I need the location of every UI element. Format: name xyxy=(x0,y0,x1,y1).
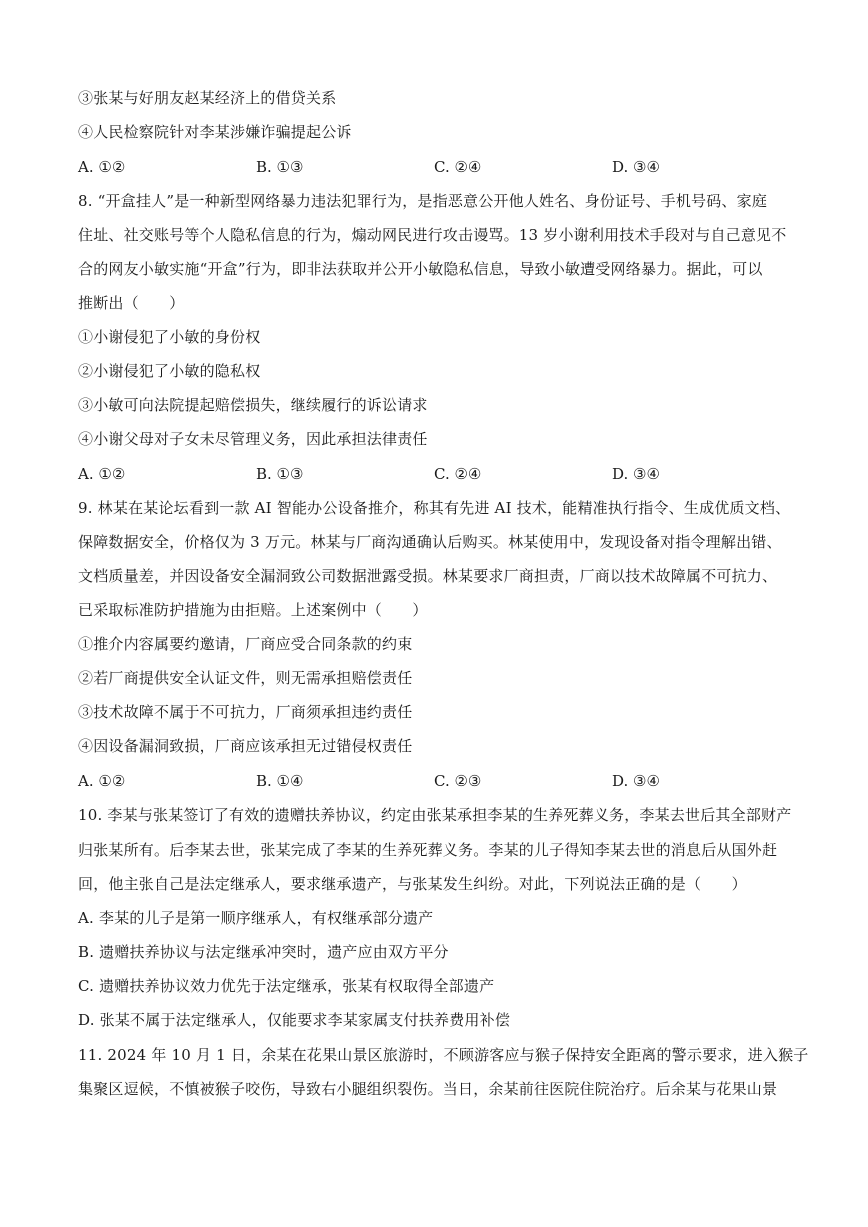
q9-option-d[interactable]: D. ③④ xyxy=(612,772,660,790)
q9-item-1: ①推介内容属要约邀请，厂商应受合同条款的约束 xyxy=(78,635,413,653)
q7-option-b[interactable]: B. ①③ xyxy=(256,158,304,176)
q7-option-d[interactable]: D. ③④ xyxy=(612,158,660,176)
q10-choice-a[interactable]: A. 李某的儿子是第一顺序继承人，有权继承部分遗产 xyxy=(78,909,434,927)
q8-stem-line: 推断出（ ） xyxy=(78,294,185,312)
q9-stem-line: 已采取标准防护措施为由拒赔。上述案例中（ ） xyxy=(78,601,428,619)
q8-option-b[interactable]: B. ①③ xyxy=(256,465,304,483)
q7-item-4: ④人民检察院针对李某涉嫌诈骗提起公诉 xyxy=(78,123,352,141)
q8-option-d[interactable]: D. ③④ xyxy=(612,465,660,483)
q8-stem-line: 8. “开盒挂人”是一种新型网络暴力违法犯罪行为，是指恶意公开他人姓名、身份证号、手机号码、家庭 xyxy=(78,192,768,210)
q10-stem-line: 10. 李某与张某签订了有效的遗赠扶养协议，约定由张某承担李某的生养死葬义务，李某去世后其全部财产 xyxy=(78,806,792,824)
q8-item-1: ①小谢侵犯了小敏的身份权 xyxy=(78,328,261,346)
q10-choice-b[interactable]: B. 遗赠扶养协议与法定继承冲突时，遗产应由双方平分 xyxy=(78,943,449,961)
q8-item-2: ②小谢侵犯了小敏的隐私权 xyxy=(78,362,261,380)
q8-stem-line: 合的网友小敏实施“开盒”行为，即非法获取并公开小敏隐私信息，导致小敏遭受网络暴力。据此，可以 xyxy=(78,260,763,278)
q8-stem-line: 住址、社交账号等个人隐私信息的行为，煽动网民进行攻击谩骂。13 岁小谢利用技术手段对与自己意见不 xyxy=(78,226,787,244)
q8-option-a[interactable]: A. ①② xyxy=(78,465,126,483)
q9-option-c[interactable]: C. ②③ xyxy=(434,772,482,790)
q7-item-3: ③张某与好朋友赵某经济上的借贷关系 xyxy=(78,89,337,107)
q9-item-2: ②若厂商提供安全认证文件，则无需承担赔偿责任 xyxy=(78,669,413,687)
q8-item-3: ③小敏可向法院提起赔偿损失，继续履行的诉讼请求 xyxy=(78,396,428,414)
q9-option-b[interactable]: B. ①④ xyxy=(256,772,304,790)
q9-item-4: ④因设备漏洞致损，厂商应该承担无过错侵权责任 xyxy=(78,737,413,755)
q7-option-c[interactable]: C. ②④ xyxy=(434,158,482,176)
q10-choice-d[interactable]: D. 张某不属于法定继承人，仅能要求李某家属支付扶养费用补偿 xyxy=(78,1011,511,1029)
q9-stem-line: 保障数据安全，价格仅为 3 万元。林某与厂商沟通确认后购买。林某使用中，发现设备对指令理解出错、 xyxy=(78,533,782,551)
q11-stem-line: 11. 2024 年 10 月 1 日，余某在花果山景区旅游时，不顾游客应与猴子保持安全距离的警示要求，进入猴子 xyxy=(78,1046,809,1064)
q9-item-3: ③技术故障不属于不可抗力，厂商须承担违约责任 xyxy=(78,703,413,721)
q10-stem-line: 归张某所有。后李某去世，张某完成了李某的生养死葬义务。李某的儿子得知李某去世的消息后从国外赶 xyxy=(78,841,778,859)
q9-options xyxy=(78,771,798,791)
q11-stem-line: 集聚区逗候，不慎被猴子咬伤，导致右小腿组织裂伤。当日，余某前往医院住院治疗。后余某与花果山景 xyxy=(78,1080,778,1098)
q8-option-c[interactable]: C. ②④ xyxy=(434,465,482,483)
q10-stem-line: 回，他主张自己是法定继承人，要求继承遗产，与张某发生纠纷。对此，下列说法正确的是（ ） xyxy=(78,875,747,893)
q9-stem-line: 9. 林某在某论坛看到一款 AI 智能办公设备推介，称其有先进 AI 技术，能精准执行指令、生成优质文档、 xyxy=(78,499,791,517)
q7-option-a[interactable]: A. ①② xyxy=(78,158,126,176)
q9-stem-line: 文档质量差，并因设备安全漏洞致公司数据泄露受损。林某要求厂商担责，厂商以技术故障属不可抗力、 xyxy=(78,567,778,585)
q9-option-a[interactable]: A. ①② xyxy=(78,772,126,790)
q10-choice-c[interactable]: C. 遗赠扶养协议效力优先于法定继承，张某有权取得全部遗产 xyxy=(78,977,495,995)
q8-item-4: ④小谢父母对子女未尽管理义务，因此承担法律责任 xyxy=(78,430,428,448)
q8-options xyxy=(78,464,798,484)
q7-options xyxy=(78,157,798,177)
